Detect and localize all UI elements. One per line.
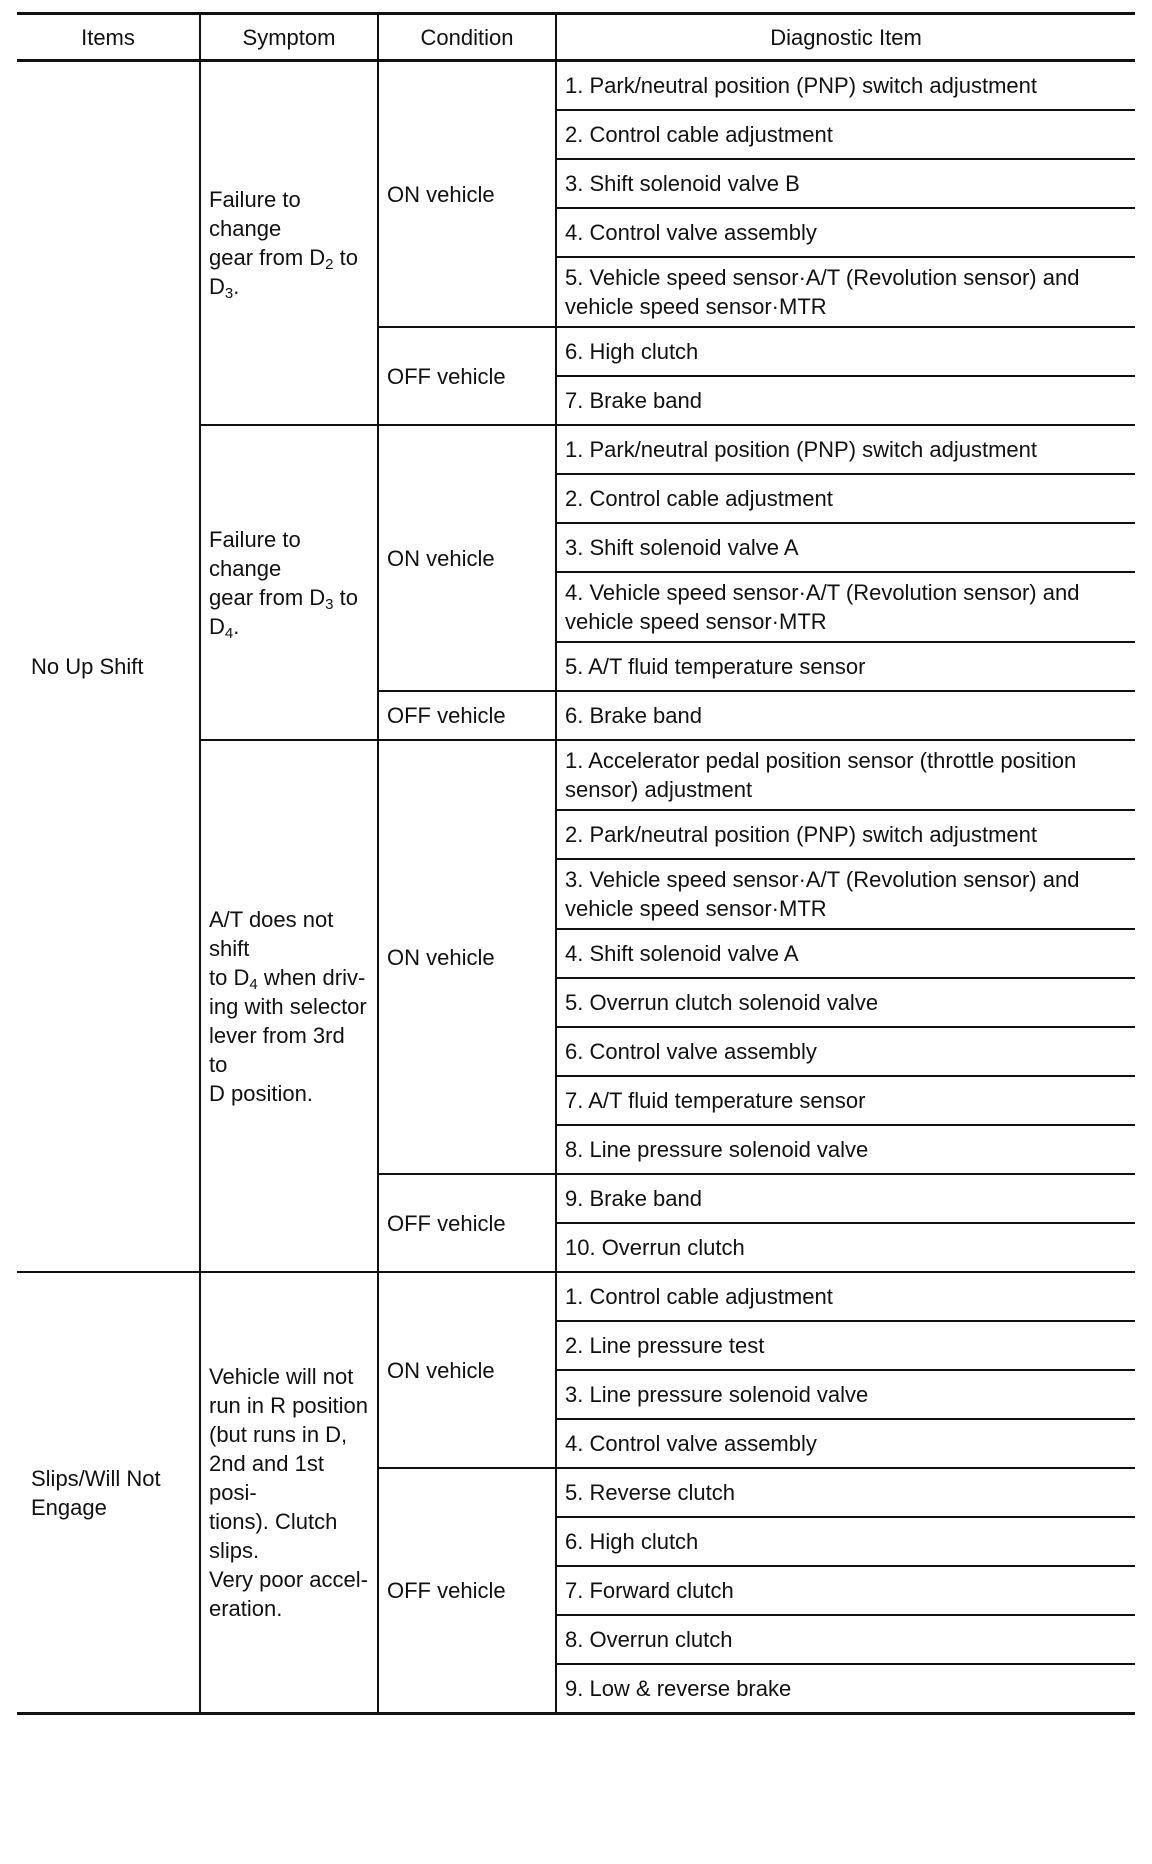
header-diagnostic-item: Diagnostic Item [556,14,1135,61]
diagnostic-item-cell: 7. Brake band [556,376,1135,425]
symptom-line [209,525,369,583]
symptom-text: tions). Clutch [209,1509,338,1534]
item-cell: No Up Shift [17,61,200,1273]
diagnostic-item-cell: 5. Reverse clutch [556,1468,1135,1517]
header-row [17,14,1135,61]
symptom-text: Failure to change [209,526,301,581]
diagnostic-item-cell: 5. Overrun clutch solenoid valve [556,978,1135,1027]
symptom-text: D position. [209,1080,313,1106]
symptom-cell [200,1272,378,1714]
symptom-text: Vehicle will not [209,1364,354,1389]
table-row [17,1272,1135,1321]
symptom-line [209,1420,369,1449]
diagnostic-item-cell: 2. Line pressure test [556,1321,1135,1370]
diagnostic-item-cell: 5. A/T fluid temperature sensor [556,642,1135,691]
condition-cell: OFF vehicle [378,691,556,740]
symptom-line [209,992,369,1021]
symptom-line [209,1565,369,1594]
diagnostic-item-cell: 1. Control cable adjustment [556,1272,1135,1321]
diagnostic-item-cell: 2. Park/neutral position (PNP) switch adjustment [556,810,1135,859]
condition-cell: OFF vehicle [378,1174,556,1272]
diagnostic-item-cell: 6. High clutch [556,1517,1135,1566]
symptom-text: slips. [209,1538,260,1563]
symptom-line [209,583,369,612]
symptom-line [209,1449,369,1507]
symptom-line [209,612,369,641]
diagnostic-item-cell: 8. Line pressure solenoid valve [556,1125,1135,1174]
symptom-text: when driv- [257,964,366,990]
symptom-text: Very poor accel- [209,1567,368,1592]
diagnostic-item-cell: 6. High clutch [556,327,1135,376]
diagnostic-item-cell: 9. Brake band [556,1174,1135,1223]
diagnostic-item-cell: 4. Control valve assembly [556,208,1135,257]
diagnostic-item-cell: 2. Control cable adjustment [556,110,1135,159]
diagnostic-item-cell: 4. Control valve assembly [556,1419,1135,1468]
symptom-text: D [209,613,225,639]
subscript-text: 4 [249,975,258,993]
condition-cell: ON vehicle [378,740,556,1174]
symptom-line [209,963,369,992]
header-items: Items [17,14,200,61]
diagnostic-item-cell: 8. Overrun clutch [556,1615,1135,1664]
diagnostic-table [17,12,1135,1715]
diagnostic-item-cell: 9. Low & reverse brake [556,1664,1135,1714]
subscript-text: 3 [325,595,334,613]
diagnostic-item-cell: 3. Shift solenoid valve B [556,159,1135,208]
diagnostic-item-cell: 4. Shift solenoid valve A [556,929,1135,978]
symptom-line [209,1594,369,1623]
diagnostic-item-cell: 6. Control valve assembly [556,1027,1135,1076]
diagnostic-item-cell: 3. Vehicle speed sensor·A/T (Revolution sensor) and vehicle speed sensor·MTR [556,859,1135,929]
symptom-text: gear from D [209,245,326,270]
symptom-line [209,1021,369,1079]
symptom-text: lever from 3rd to [209,1022,345,1077]
condition-cell: OFF vehicle [378,327,556,425]
subscript-text: 2 [325,256,334,273]
symptom-text: run in R position [209,1393,368,1418]
symptom-text: A/T does not shift [209,906,334,961]
diagnostic-item-cell: 1. Park/neutral position (PNP) switch adjustment [556,61,1135,111]
symptom-text: to [333,245,358,270]
symptom-line [209,905,369,963]
table-row [17,61,1135,111]
condition-cell: OFF vehicle [378,1468,556,1714]
symptom-cell [200,740,378,1272]
item-cell: Slips/Will Not Engage [17,1272,200,1714]
diagnostic-item-cell: 7. A/T fluid temperature sensor [556,1076,1135,1125]
symptom-text: 2nd and 1st posi- [209,1451,324,1505]
symptom-cell [200,425,378,740]
symptom-line [209,1391,369,1420]
symptom-line [209,272,369,301]
symptom-text: eration. [209,1596,283,1621]
diagnostic-item-cell: 1. Accelerator pedal position sensor (throttle position sensor) adjustment [556,740,1135,810]
symptom-line [209,1362,369,1391]
diagnostic-item-cell: 1. Park/neutral position (PNP) switch adjustment [556,425,1135,474]
condition-cell: ON vehicle [378,61,556,328]
symptom-text: to D [209,964,250,990]
symptom-text: gear from D [209,584,326,610]
symptom-text: D [209,274,225,299]
subscript-text: 4 [224,624,234,642]
diagnostic-item-cell: 6. Brake band [556,691,1135,740]
diagnostic-item-cell: 3. Shift solenoid valve A [556,523,1135,572]
symptom-text: . [233,274,240,299]
diagnostic-item-cell: 10. Overrun clutch [556,1223,1135,1272]
symptom-text: to [333,584,358,610]
diagnostic-item-cell: 3. Line pressure solenoid valve [556,1370,1135,1419]
diagnostic-item-cell: 2. Control cable adjustment [556,474,1135,523]
diagnostic-item-cell: 7. Forward clutch [556,1566,1135,1615]
header-symptom: Symptom [200,14,378,61]
symptom-line [209,1536,369,1565]
symptom-text: (but runs in D, [209,1422,348,1447]
symptom-text: Failure to change [209,187,301,241]
symptom-line [209,1507,369,1536]
condition-cell: ON vehicle [378,425,556,691]
symptom-line [209,1079,369,1108]
symptom-cell [200,61,378,426]
subscript-text: 3 [224,285,234,302]
diagnostic-item-cell: 5. Vehicle speed sensor·A/T (Revolution sensor) and vehicle speed sensor·MTR [556,257,1135,327]
symptom-text: . [233,613,240,639]
condition-cell: ON vehicle [378,1272,556,1468]
diagnostic-item-cell: 4. Vehicle speed sensor·A/T (Revolution sensor) and vehicle speed sensor·MTR [556,572,1135,642]
symptom-line [209,243,369,272]
symptom-text: ing with selector [209,993,367,1019]
header-condition: Condition [378,14,556,61]
symptom-line [209,185,369,243]
